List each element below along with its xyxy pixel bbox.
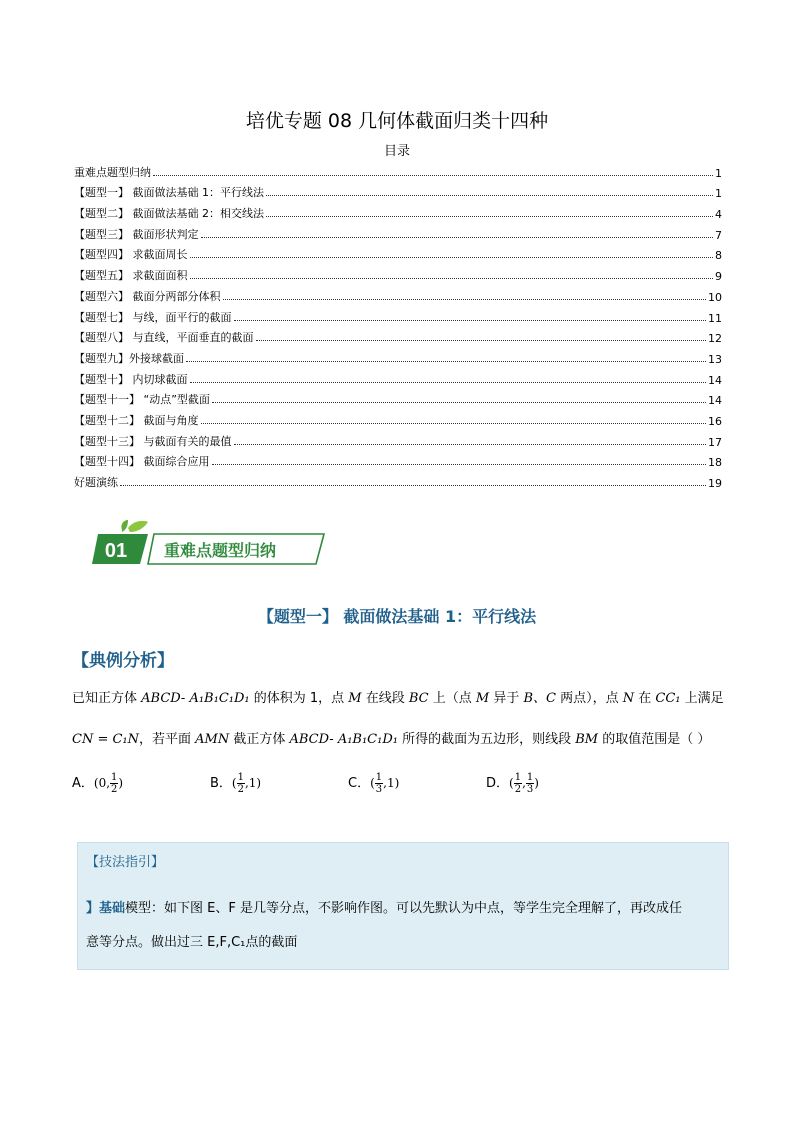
toc-leader-dots bbox=[201, 422, 707, 424]
toc-leader-dots bbox=[212, 463, 707, 465]
toc-entry-label: 【题型四】 求截面周长 bbox=[74, 248, 188, 262]
leaf-icon bbox=[128, 521, 148, 532]
toc-heading: 目录 bbox=[383, 144, 410, 159]
toc-entry-label: 【题型十二】 截面与角度 bbox=[74, 413, 199, 427]
toc-entry-page: 8 bbox=[715, 249, 722, 263]
toc-entry-label: 好题演练 bbox=[74, 476, 118, 489]
toc-entry[interactable] bbox=[74, 449, 722, 470]
tip-line-1: 】基础模型：如下图 E、F 是几等分点，不影响作图。可以先默认为中点，等学生完全理解了，再改成任 bbox=[86, 901, 682, 916]
toc-leader-dots bbox=[266, 194, 713, 196]
toc-entry-page: 19 bbox=[708, 477, 722, 490]
toc-leader-dots bbox=[190, 256, 714, 258]
toc-entry-page: 7 bbox=[715, 228, 722, 242]
table-of-contents bbox=[74, 159, 722, 490]
toc-entry-page: 13 bbox=[708, 352, 722, 366]
toc-leader-dots bbox=[201, 236, 714, 238]
banner-label: 重难点题型归纳 bbox=[164, 541, 277, 560]
toc-leader-dots bbox=[153, 174, 713, 176]
option-c[interactable]: C．( $\frac{1}{3}$ ,1) bbox=[348, 772, 400, 795]
toc-entry-page: 11 bbox=[708, 311, 722, 325]
toc-leader-dots bbox=[190, 277, 714, 279]
toc-leader-dots bbox=[190, 381, 707, 383]
toc-entry[interactable] bbox=[74, 366, 722, 387]
option-a[interactable]: A．(0, $\frac{1}{2}$ ) bbox=[72, 772, 124, 795]
toc-entry[interactable] bbox=[74, 283, 722, 304]
toc-entry-label: 【题型十四】 截面综合应用 bbox=[74, 455, 210, 469]
toc-entry-page: 18 bbox=[708, 456, 722, 470]
toc-entry[interactable] bbox=[74, 262, 722, 283]
toc-entry-label: 【题型十一】 “动点”型截面 bbox=[74, 393, 210, 407]
toc-entry[interactable] bbox=[74, 242, 722, 263]
answer-options bbox=[72, 772, 672, 800]
toc-entry-page: 1 bbox=[715, 166, 722, 180]
toc-entry-label: 【题型一】 截面做法基础 1：平行线法 bbox=[74, 186, 264, 200]
example-heading: 【典例分析】 bbox=[72, 651, 174, 671]
option-b[interactable]: B．( $\frac{1}{2}$ ,1) bbox=[210, 772, 262, 795]
toc-leader-dots bbox=[186, 360, 706, 362]
problem-line-1: 已知正方体 ABCD- A₁B₁C₁D₁ 的体积为 1，点 M 在线段 BC 上（点 M 异于 B、C 两点），点 N 在 CC₁ 上满足 bbox=[72, 691, 724, 706]
toc-entry[interactable] bbox=[74, 345, 722, 366]
toc-entry-page: 16 bbox=[708, 414, 722, 428]
toc-entry-label: 【题型九】外接球截面 bbox=[74, 351, 184, 365]
toc-leader-dots bbox=[120, 484, 706, 486]
toc-entry-label: 【题型二】 截面做法基础 2：相交线法 bbox=[74, 207, 264, 221]
toc-entry-label: 【题型三】 截面形状判定 bbox=[74, 227, 199, 241]
problem-line-2: CN = C₁N，若平面 AMN 截正方体 ABCD- A₁B₁C₁D₁ 所得的截面为五边形，则线段 BM 的取值范围是（ ） bbox=[72, 732, 711, 747]
toc-entry[interactable] bbox=[74, 428, 722, 449]
toc-leader-dots bbox=[212, 401, 706, 403]
toc-leader-dots bbox=[266, 215, 713, 217]
page-title: 培优专题 08 几何体截面归类十四种 bbox=[245, 110, 549, 132]
toc-entry[interactable] bbox=[74, 200, 722, 221]
toc-entry[interactable] bbox=[74, 407, 722, 428]
tip-line-2: 意等分点。做出过三 E,F,C₁点的截面 bbox=[86, 935, 298, 950]
tip-box bbox=[77, 842, 729, 970]
toc-entry-page: 12 bbox=[708, 332, 722, 346]
toc-entry[interactable] bbox=[74, 180, 722, 201]
toc-entry[interactable] bbox=[74, 159, 722, 180]
toc-entry-page: 17 bbox=[708, 435, 722, 449]
toc-entry-label: 【题型七】 与线，面平行的截面 bbox=[74, 310, 232, 324]
toc-leader-dots bbox=[256, 339, 707, 341]
tip-title: 【技法指引】 bbox=[86, 855, 165, 870]
toc-entry-page: 9 bbox=[715, 270, 722, 284]
banner-number: 01 bbox=[104, 540, 128, 562]
toc-entry[interactable] bbox=[74, 221, 722, 242]
toc-entry[interactable] bbox=[74, 469, 722, 490]
toc-entry[interactable] bbox=[74, 304, 722, 325]
type-heading: 【题型一】 截面做法基础 1：平行线法 bbox=[257, 607, 537, 626]
toc-entry-page: 4 bbox=[715, 208, 722, 222]
toc-entry-label: 【题型八】 与直线，平面垂直的截面 bbox=[74, 331, 254, 345]
option-d[interactable]: D．( $\frac{1}{2}$ , $\frac{1}{3}$ ) bbox=[486, 772, 539, 795]
toc-leader-dots bbox=[234, 319, 707, 321]
section-banner bbox=[92, 520, 332, 568]
toc-entry-label: 【题型六】 截面分两部分体积 bbox=[74, 289, 221, 303]
toc-entry-page: 14 bbox=[708, 394, 722, 408]
toc-entry-label: 【题型十】 内切球截面 bbox=[74, 372, 188, 386]
toc-entry-label: 重难点题型归纳 bbox=[74, 165, 151, 179]
toc-entry-label: 【题型十三】 与截面有关的最值 bbox=[74, 434, 232, 448]
toc-entry-page: 10 bbox=[708, 290, 722, 304]
toc-entry[interactable] bbox=[74, 325, 722, 346]
leaf-icon bbox=[121, 520, 128, 532]
toc-leader-dots bbox=[234, 443, 707, 445]
toc-entry[interactable] bbox=[74, 387, 722, 408]
toc-leader-dots bbox=[223, 298, 707, 300]
toc-entry-page: 1 bbox=[715, 187, 722, 201]
toc-entry-page: 14 bbox=[708, 373, 722, 387]
toc-entry-label: 【题型五】 求截面面积 bbox=[74, 269, 188, 283]
